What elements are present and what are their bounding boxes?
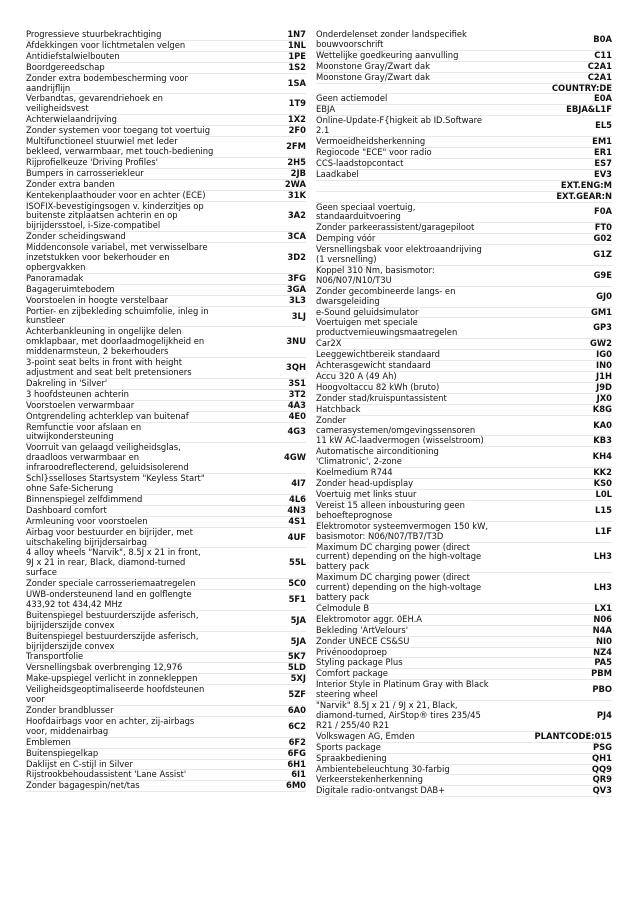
option-code: C2A1 bbox=[587, 60, 612, 71]
option-code: 5K7 bbox=[287, 651, 306, 662]
option-description: Moonstone Gray/Zwart dak bbox=[316, 71, 430, 82]
option-row bbox=[316, 245, 612, 266]
options-column-right bbox=[316, 30, 612, 797]
option-description: Zonder head-updisplay bbox=[316, 478, 414, 489]
option-code: GM1 bbox=[590, 306, 612, 317]
option-description: Sports package bbox=[316, 741, 381, 752]
option-code: NI0 bbox=[596, 635, 612, 646]
option-code: G1Z bbox=[593, 249, 612, 260]
option-row bbox=[316, 203, 612, 224]
option-description: Boordgereedschap bbox=[26, 61, 105, 72]
option-code: L0L bbox=[595, 488, 612, 499]
option-description: Schl}sselloses Startsystem "Keyless Start" ohne Safe-Sicherung bbox=[26, 473, 205, 493]
option-description: Achterasgewicht standaard bbox=[316, 360, 431, 371]
option-description: Onderdelenset zonder landspecifiek bouwvoorschrift bbox=[316, 29, 467, 49]
option-code: 4E0 bbox=[288, 410, 306, 421]
option-code: 5ZF bbox=[288, 689, 306, 700]
option-code: EXT.ENG:M bbox=[560, 179, 612, 190]
option-description: Vermoeidheidsherkenning bbox=[316, 136, 426, 147]
option-code: NZ4 bbox=[593, 646, 612, 657]
option-description: Volkswagen AG, Emden bbox=[316, 730, 415, 741]
option-row bbox=[26, 548, 306, 579]
option-description: Panoramadak bbox=[26, 272, 84, 283]
option-code: N06 bbox=[593, 613, 612, 624]
option-description: Verbandtas, gevarendriehoek en veiligheidsvest bbox=[26, 93, 163, 114]
option-code: G9E bbox=[593, 269, 612, 280]
option-description: Hatchback bbox=[316, 403, 361, 414]
option-code: L15 bbox=[595, 504, 612, 515]
option-row bbox=[26, 202, 306, 233]
option-row bbox=[316, 501, 612, 522]
option-row bbox=[26, 749, 306, 760]
option-row bbox=[26, 443, 306, 474]
option-code: LH3 bbox=[593, 582, 612, 593]
option-description: Zonder brandblusser bbox=[26, 705, 114, 715]
option-description: Automatische airconditioning 'Climatronic', 2-zone bbox=[316, 446, 439, 467]
option-row bbox=[316, 181, 612, 192]
option-description: Privénoodoproep bbox=[316, 646, 387, 657]
option-description: Voorstoelen in hoogte verstelbaar bbox=[26, 294, 169, 305]
option-row bbox=[316, 159, 612, 170]
option-description: CCS-laadstopcontact bbox=[316, 157, 404, 168]
option-description: Zonder bagagespin/net/tas bbox=[26, 780, 140, 791]
option-description: Zonder speciale carrosseriemaatregelen bbox=[26, 578, 196, 589]
option-code: L1F bbox=[595, 525, 612, 536]
option-row bbox=[316, 192, 612, 203]
option-code: EXT.GEAR:N bbox=[556, 190, 612, 201]
option-code: 3T2 bbox=[288, 388, 306, 399]
option-code: 3CA bbox=[287, 231, 306, 242]
option-code: 5C0 bbox=[288, 578, 306, 589]
option-row bbox=[316, 680, 612, 701]
option-description: Daklijst en C-stijl in Silver bbox=[26, 758, 133, 769]
option-code: PBM bbox=[591, 668, 612, 679]
option-row bbox=[26, 781, 306, 792]
option-code: 3S1 bbox=[288, 377, 306, 388]
option-description: Transportfolie bbox=[26, 651, 84, 662]
option-row bbox=[26, 137, 306, 158]
option-code: 1T9 bbox=[288, 98, 306, 109]
option-description: Moonstone Gray/Zwart dak bbox=[316, 60, 430, 71]
option-code: 1S2 bbox=[288, 61, 306, 72]
option-code: 6H1 bbox=[287, 758, 306, 769]
option-code: 3GA bbox=[286, 283, 306, 294]
option-row bbox=[26, 191, 306, 202]
option-row bbox=[26, 401, 306, 412]
option-description: 3-point seat belts in front with height adjustment and seat belt pretensioners bbox=[26, 357, 192, 377]
option-description: Koppel 310 Nm, basismotor: N06/N07/N10/T3U bbox=[316, 264, 435, 285]
option-code: J9D bbox=[596, 381, 612, 392]
option-description: Voertuigen met speciale productvernieuwingsmaatregelen bbox=[316, 317, 458, 338]
option-row bbox=[26, 327, 306, 358]
option-code: QH1 bbox=[592, 752, 612, 763]
option-code: KA0 bbox=[593, 419, 612, 430]
option-code: 4GW bbox=[284, 452, 306, 463]
option-description: Laadkabel bbox=[316, 168, 359, 179]
option-description: Bagageruimtebodem bbox=[26, 283, 115, 294]
option-row bbox=[316, 522, 612, 543]
option-description: Geen speciaal voertuig, standaarduitvoering bbox=[316, 201, 416, 222]
option-code: B0A bbox=[593, 33, 612, 44]
option-code: QV3 bbox=[592, 785, 612, 796]
option-description: UWB-ondersteunend land en golflengte 433,92 tot 434,42 MHz bbox=[26, 589, 192, 609]
option-description: Bumpers in carrosseriekleur bbox=[26, 167, 144, 178]
option-description: Buitenspiegel bestuurderszijde asferisch, bijrijderszijde convex bbox=[26, 630, 199, 651]
option-code: C11 bbox=[594, 49, 612, 60]
option-row bbox=[316, 62, 612, 73]
option-row bbox=[316, 405, 612, 416]
option-description: Middenconsole variabel, met verwisselbare inzetstukken voor bekerhouder en opbergvakken bbox=[26, 242, 208, 272]
option-code: KH4 bbox=[592, 451, 612, 462]
option-code: LX1 bbox=[594, 602, 612, 613]
option-code: 3QH bbox=[286, 362, 306, 373]
option-code: 3L3 bbox=[289, 294, 306, 305]
option-code: ES7 bbox=[594, 157, 612, 168]
option-code: 3LJ bbox=[291, 310, 306, 321]
option-code: PA5 bbox=[594, 657, 612, 668]
option-row bbox=[26, 358, 306, 379]
option-row bbox=[26, 685, 306, 706]
option-row bbox=[316, 318, 612, 339]
option-description: Multifunctioneel stuurwiel met leder bekleed, verwarmbaar, met touch-bediening bbox=[26, 136, 214, 156]
option-code: PBO bbox=[592, 684, 612, 695]
option-description: ISOFIX-bevestigingsogen v. kinderzitjes op buitenste zitplaatsen achterin en op bijrijdersstoel, i-Size-compatibel bbox=[26, 200, 204, 231]
option-row bbox=[316, 287, 612, 308]
option-description: Dakreling in 'Silver' bbox=[26, 377, 108, 388]
option-code: 5JA bbox=[290, 635, 306, 646]
option-code: 3NU bbox=[286, 336, 306, 347]
option-description: Wettelijke goedkeuring aanvulling bbox=[316, 49, 459, 60]
option-row bbox=[26, 590, 306, 611]
option-description: Voertuig met links stuur bbox=[316, 488, 417, 499]
option-row bbox=[316, 30, 612, 51]
option-description: Voorstoelen verwarmbaar bbox=[26, 399, 135, 410]
option-description: Maximum DC charging power (direct current) depending on the high-voltage battery pack bbox=[316, 541, 482, 572]
option-description: Dashboard comfort bbox=[26, 504, 107, 515]
option-row bbox=[26, 307, 306, 328]
option-code: ER1 bbox=[594, 146, 612, 157]
option-code: 6FG bbox=[287, 747, 306, 758]
option-code: GP3 bbox=[593, 322, 612, 333]
option-code: QR9 bbox=[592, 774, 612, 785]
option-code: C2A1 bbox=[587, 71, 612, 82]
option-code: 5LD bbox=[287, 662, 306, 673]
option-row bbox=[26, 180, 306, 191]
option-code: 31K bbox=[287, 189, 306, 200]
option-description: Zonder systemen voor toegang tot voertuig bbox=[26, 125, 211, 136]
option-row bbox=[26, 738, 306, 749]
option-description: Veiligheidsgeoptimaliseerde hoofdsteunen voor bbox=[26, 684, 205, 705]
option-code: LH3 bbox=[593, 551, 612, 562]
option-description: e-Sound geluidsimulator bbox=[316, 306, 419, 317]
option-code: 1NL bbox=[287, 39, 306, 50]
option-code: 2JB bbox=[290, 167, 306, 178]
option-code: 2FM bbox=[286, 141, 306, 152]
option-code: KB3 bbox=[593, 435, 612, 446]
option-code: 4UF bbox=[287, 531, 306, 542]
option-code: 6M0 bbox=[286, 780, 306, 791]
option-row bbox=[26, 63, 306, 74]
option-code: 5XJ bbox=[290, 673, 306, 684]
option-code: EM1 bbox=[592, 136, 612, 147]
option-code: F0A bbox=[593, 206, 612, 217]
option-row bbox=[26, 412, 306, 423]
option-row bbox=[26, 611, 306, 632]
option-code: 6I1 bbox=[291, 769, 306, 780]
option-code: GW2 bbox=[590, 338, 612, 349]
option-code: IG0 bbox=[596, 349, 612, 360]
option-description: Bekleding 'ArtVelours' bbox=[316, 624, 409, 635]
option-description: Ontgrendeling achterklep van buitenaf bbox=[26, 410, 189, 421]
option-row bbox=[26, 243, 306, 274]
option-code: K8G bbox=[592, 403, 612, 414]
option-description: EBJA bbox=[316, 104, 336, 115]
option-description: Remfunctie voor afslaan en uitwijkondersteuning bbox=[26, 421, 142, 442]
option-description: Interior Style in Platinum Gray with Black steering wheel bbox=[316, 679, 489, 700]
option-code: JX0 bbox=[596, 392, 612, 403]
option-row bbox=[26, 94, 306, 115]
option-description: 11 kW AC-laadvermogen (wisselstroom) bbox=[316, 435, 484, 446]
option-code: 4L6 bbox=[289, 493, 306, 504]
option-code: 5JA bbox=[290, 614, 306, 625]
option-code: N4A bbox=[592, 624, 612, 635]
option-description: Zonder gecombineerde langs- en dwarsgeleiding bbox=[316, 285, 456, 306]
option-description: Afdekkingen voor lichtmetalen velgen bbox=[26, 39, 186, 50]
option-code: 2H5 bbox=[287, 156, 306, 167]
option-code: KS0 bbox=[593, 478, 612, 489]
option-code: 4I7 bbox=[291, 478, 306, 489]
option-code: 4N3 bbox=[287, 504, 306, 515]
option-description: Ambientebeleuchtung 30-farbig bbox=[316, 763, 450, 774]
option-description: Regiocode "ECE" voor radio bbox=[316, 146, 432, 157]
option-description: Buitenspiegelkap bbox=[26, 747, 99, 758]
option-code: E0A bbox=[593, 93, 612, 104]
option-row bbox=[26, 528, 306, 549]
option-description: Elektromotor systeemvermogen 150 kW, basismotor: N06/N07/TB7/T3D bbox=[316, 520, 489, 541]
option-code: 2F0 bbox=[288, 125, 306, 136]
option-code: 1N7 bbox=[287, 29, 306, 39]
option-description: Koelmedium R744 bbox=[316, 467, 393, 478]
option-description: Maximum DC charging power (direct current) depending on the high-voltage battery pack bbox=[316, 572, 482, 603]
option-row bbox=[316, 543, 612, 574]
option-description: Zonder parkeerassistent/garagepiloot bbox=[316, 222, 475, 233]
option-code: PSG bbox=[592, 741, 612, 752]
option-row bbox=[316, 416, 612, 437]
option-description: Achterwielaandrijving bbox=[26, 114, 117, 125]
option-description: Airbag voor bestuurder en bijrijder, met uitschakeling bijrijdersairbag bbox=[26, 526, 193, 547]
option-code: KK2 bbox=[593, 467, 612, 478]
option-description: Online-Update-F{higkeit ab ID.Software 2.1 bbox=[316, 115, 483, 136]
option-description: Achterbankleuning in ongelijke delen omklapbaar, met doorlaadmogelijkheid en middenarmsteun, 2 bekerhouders bbox=[26, 326, 205, 357]
option-code: 4S1 bbox=[288, 515, 306, 526]
option-row bbox=[26, 423, 306, 444]
option-description: Styling package Plus bbox=[316, 657, 403, 668]
option-description: Digitale radio-ontvangst DAB+ bbox=[316, 785, 446, 796]
option-code: QQ9 bbox=[591, 763, 612, 774]
option-code: 3A2 bbox=[287, 210, 306, 221]
option-row bbox=[316, 116, 612, 137]
option-description: Accu 320 A (49 Ah) bbox=[316, 371, 397, 381]
options-sheet bbox=[26, 30, 612, 880]
option-code: 6F2 bbox=[288, 736, 306, 747]
option-description: Zonder UNECE CS&SU bbox=[316, 635, 410, 646]
option-description: Verkeerstekenherkenning bbox=[316, 774, 423, 785]
option-description: Vereist 15 alleen inbousturing geen behoefteprognose bbox=[316, 499, 465, 520]
option-code: PJ4 bbox=[596, 710, 612, 720]
option-description: Versnellingsbak voor elektroaandrijving (1 versnelling) bbox=[316, 244, 482, 265]
option-code: J1H bbox=[596, 371, 612, 381]
option-code: 1PE bbox=[288, 50, 306, 61]
option-description: 4 alloy wheels "Narvik", 8.5J x 21 in front, 9J x 21 in rear, Black, diamond-turned surface bbox=[26, 547, 201, 578]
option-description: Binnenspiegel zelfdimmend bbox=[26, 493, 143, 504]
option-description: Portier- en zijbekleding schuimfolie, inleg in kunstleer bbox=[26, 305, 209, 326]
option-description: Progressieve stuurbekrachtiging bbox=[26, 29, 162, 39]
option-code: G02 bbox=[593, 233, 612, 244]
option-description: Rijprofielkeuze 'Driving Profiles' bbox=[26, 156, 158, 167]
option-description: Buitenspiegel bestuurderszijde asferisch, bijrijderszijde convex bbox=[26, 609, 199, 630]
option-code: EBJA&L1F bbox=[566, 104, 612, 115]
option-row bbox=[316, 743, 612, 754]
option-row bbox=[316, 573, 612, 604]
option-row bbox=[316, 701, 612, 732]
option-row bbox=[26, 74, 306, 95]
option-row bbox=[26, 474, 306, 495]
option-description: Versnellingsbak overbrenging 12,976 bbox=[26, 662, 183, 673]
option-description: Make-upspiegel verlicht in zonnekleppen bbox=[26, 673, 198, 684]
option-code: 3D2 bbox=[287, 252, 306, 263]
option-code: EV3 bbox=[593, 168, 612, 179]
option-code: 4A3 bbox=[287, 399, 306, 410]
option-row bbox=[316, 447, 612, 468]
option-code: 3FG bbox=[287, 272, 306, 283]
option-description: 3 hoofdsteunen achterin bbox=[26, 388, 129, 399]
option-code: PLANTCODE:015 bbox=[534, 730, 612, 741]
option-row bbox=[316, 637, 612, 648]
option-description: Celmodule B bbox=[316, 602, 370, 613]
option-code: 1SA bbox=[287, 77, 306, 88]
option-description: Rijstrookbehoudassistent 'Lane Assist' bbox=[26, 769, 187, 780]
option-description: Car2X bbox=[316, 338, 342, 349]
option-description: Kentekenplaathouder voor en achter (ECE) bbox=[26, 189, 206, 200]
option-description: Geen actiemodel bbox=[316, 93, 388, 104]
option-code: IN0 bbox=[596, 360, 612, 371]
option-code: 55L bbox=[289, 557, 306, 568]
option-code: 6C2 bbox=[288, 720, 306, 731]
option-description: Zonder scheidingswand bbox=[26, 231, 126, 242]
option-row bbox=[26, 517, 306, 528]
option-description: Zonder camerasystemen/omgevingssensoren bbox=[316, 414, 476, 435]
option-row bbox=[26, 296, 306, 307]
option-code: GJ0 bbox=[596, 290, 612, 301]
option-code: COUNTRY:DE bbox=[551, 82, 612, 93]
option-row bbox=[316, 786, 612, 797]
options-column-left bbox=[26, 30, 306, 792]
option-description: Hoogvoltaccu 82 kWh (bruto) bbox=[316, 381, 440, 392]
option-row bbox=[316, 754, 612, 765]
option-code: EL5 bbox=[595, 120, 612, 131]
option-row bbox=[316, 266, 612, 287]
option-row bbox=[26, 717, 306, 738]
option-row bbox=[26, 632, 306, 653]
option-description: Voorruit van gelaagd veiligheidsglas, draadloos verwarmbaar en infraroodreflecterend, geluidsisolerend bbox=[26, 442, 189, 473]
option-code: 2WA bbox=[284, 178, 306, 189]
option-description: "Narvik" 8.5J x 21 / 9J x 21, Black, diamond-turned, AirStop® tires 235/45 R21 / 255/40 R21 bbox=[316, 700, 481, 730]
option-code: 4G3 bbox=[287, 426, 306, 437]
option-description: Zonder stad/kruispuntassistent bbox=[316, 392, 447, 403]
option-description: Zonder extra banden bbox=[26, 178, 115, 189]
option-description: Elektromotor aggr. 0EH.A bbox=[316, 613, 423, 624]
option-code: 1X2 bbox=[287, 114, 306, 125]
option-description: Leeggewichtbereik standaard bbox=[316, 349, 440, 360]
option-description: Spraakbediening bbox=[316, 752, 387, 763]
option-description: Armleuning voor voorstoelen bbox=[26, 515, 148, 526]
option-description: Antidiefstalwielbouten bbox=[26, 50, 120, 61]
option-row bbox=[316, 73, 612, 84]
option-description: Emblemen bbox=[26, 736, 71, 747]
option-description: Demping vóór bbox=[316, 233, 376, 244]
option-description: Zonder extra bodembescherming voor aandrijflijn bbox=[26, 72, 188, 93]
option-code: 6A0 bbox=[287, 705, 306, 715]
option-code: FT0 bbox=[594, 222, 612, 233]
option-description: Comfort package bbox=[316, 668, 388, 679]
option-description: Hoofdairbags voor en achter, zij-airbags voor, middenairbag bbox=[26, 715, 195, 736]
option-code: 5F1 bbox=[288, 593, 306, 604]
